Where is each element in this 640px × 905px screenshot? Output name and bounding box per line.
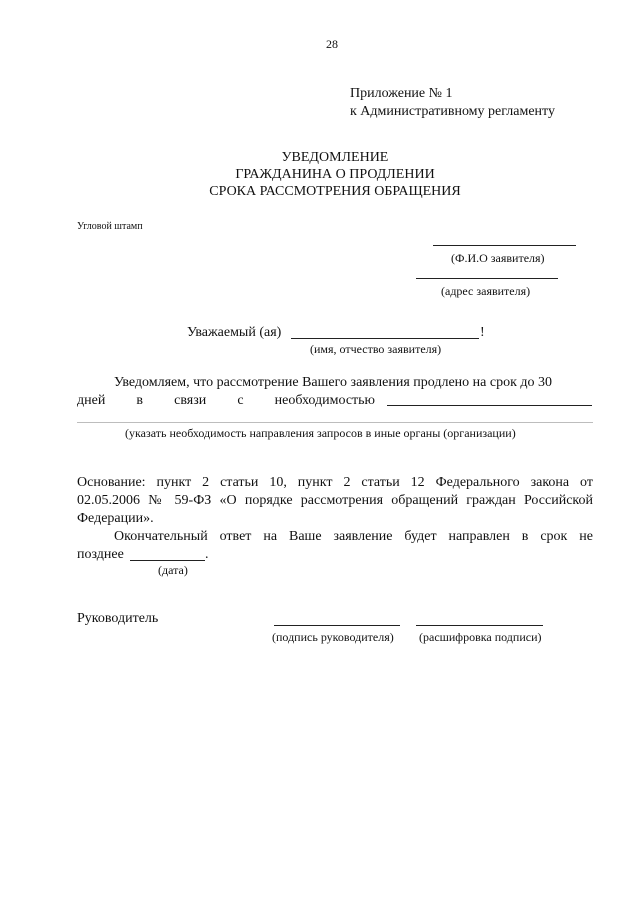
page-number: 28 (326, 37, 338, 51)
final-answer-suffix: . (205, 547, 209, 562)
applicant-address-caption: (адрес заявителя) (441, 284, 531, 298)
signature-role: Руководитель (77, 611, 159, 626)
appendix-line-2: к Административному регламенту (350, 104, 555, 119)
applicant-fio-caption: (Ф.И.О заявителя) (451, 251, 545, 265)
date-caption: (дата) (158, 563, 188, 577)
notice-word: необходимостью (274, 393, 376, 408)
signature-line[interactable] (274, 625, 400, 626)
title-line-2: ГРАЖДАНИНА О ПРОДЛЕНИИ (235, 167, 435, 182)
notice-word: в (136, 393, 144, 408)
notice-line-2 (77, 393, 375, 409)
reason-line-full[interactable] (77, 422, 593, 423)
reason-line-inline[interactable] (387, 405, 592, 406)
basis-line-3: Федерации». (77, 511, 154, 526)
notice-word: связи (174, 393, 207, 408)
applicant-fio-line[interactable] (433, 245, 576, 246)
reason-caption: (указать необходимость направления запросов в иные органы (организации) (125, 426, 516, 440)
greeting-name-line[interactable] (291, 338, 479, 339)
notice-word: дней (77, 393, 106, 408)
appendix-line-1: Приложение № 1 (350, 86, 453, 101)
greeting-caption: (имя, отчество заявителя) (310, 342, 442, 356)
signature-decode-caption: (расшифровка подписи) (419, 630, 542, 644)
document-title (150, 149, 520, 200)
notice-word: с (237, 393, 244, 408)
applicant-address-line[interactable] (416, 278, 558, 279)
signature-decode-line[interactable] (416, 625, 543, 626)
corner-stamp-label: Угловой штамп (77, 221, 143, 232)
final-answer-line-1: Окончательный ответ на Ваше заявление будет направлен в срок не (114, 529, 593, 544)
title-line-1: УВЕДОМЛЕНИЕ (281, 150, 389, 165)
date-line[interactable] (130, 560, 205, 561)
greeting-suffix: ! (480, 325, 485, 340)
greeting-prefix: Уважаемый (ая) (187, 325, 282, 340)
signature-caption: (подпись руководителя) (272, 630, 394, 644)
notice-line-1: Уведомляем, что рассмотрение Вашего заявления продлено на срок до 30 (114, 375, 553, 390)
final-answer-prefix: позднее (77, 547, 124, 562)
basis-line-1: Основание: пункт 2 статьи 10, пункт 2 статьи 12 Федерального закона от (77, 475, 593, 490)
title-line-3: СРОКА РАССМОТРЕНИЯ ОБРАЩЕНИЯ (209, 184, 461, 199)
basis-line-2: 02.05.2006 № 59-ФЗ «О порядке рассмотрения обращений граждан Российской (77, 493, 593, 508)
